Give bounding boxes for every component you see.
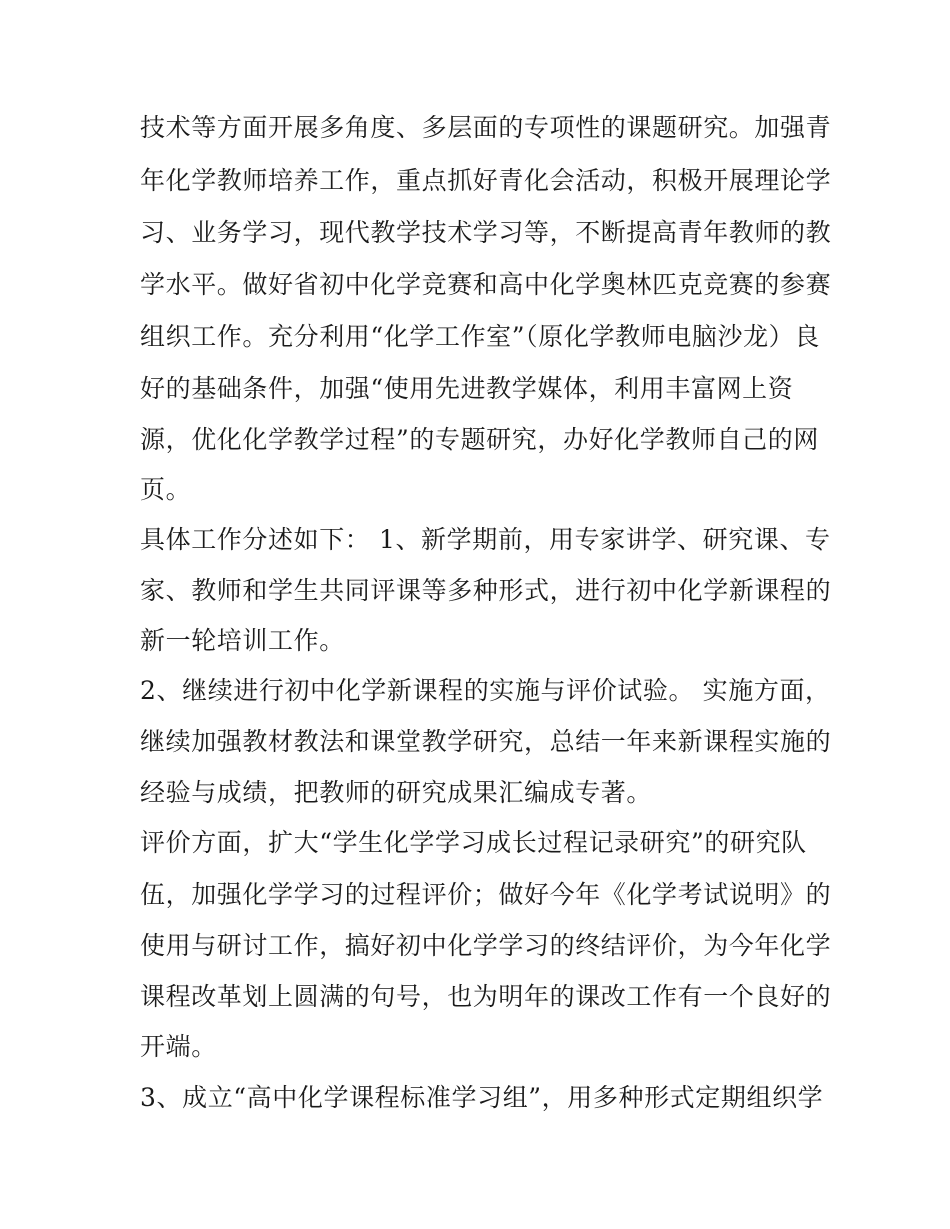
text-line: 经验与成绩，把教师的研究成果汇编成专著。 — [140, 778, 653, 807]
text-line: 2、继续进行初中化学新课程的实施与评价试验。 实施方面， — [140, 676, 831, 705]
text-line: 页。 — [140, 475, 192, 504]
text-line: 继续加强教材教法和课堂教学研究，总结一年来新课程实施的 — [140, 727, 832, 756]
text-line: 年化学教师培养工作，重点抓好青化会活动，积极开展理论学 — [140, 166, 832, 195]
text-line: 源，优化化学教学过程”的专题研究，办好化学教师自己的网 — [140, 425, 819, 454]
text-line: 开端。 — [140, 1032, 217, 1061]
text-line: 伍，加强化学学习的过程评价；做好今年《化学考试说明》的 — [140, 880, 832, 909]
text-line: 学水平。做好省初中化学竞赛和高中化学奥林匹克竞赛的参赛 — [140, 270, 832, 299]
text-line: 好的基础条件，加强“使用先进教学媒体，利用丰富网上资 — [140, 374, 794, 403]
text-line: 新一轮培训工作。 — [140, 626, 345, 655]
text-line: 组织工作。充分利用“化学工作室”（原化学教师电脑沙龙）良 — [140, 322, 820, 351]
text-line: 3、成立“高中化学课程标准学习组”，用多种形式定期组织学 — [140, 1083, 824, 1112]
text-line: 具体工作分述如下： 1、新学期前，用专家讲学、研究课、专 — [140, 525, 831, 554]
text-line: 使用与研讨工作，搞好初中化学学习的终结评价，为今年化学 — [140, 931, 832, 960]
text-line: 技术等方面开展多角度、多层面的专项性的课题研究。加强青 — [140, 113, 832, 142]
text-line: 评价方面，扩大“学生化学学习成长过程记录研究”的研究队 — [140, 828, 807, 857]
text-line: 课程改革划上圆满的句号，也为明年的课改工作有一个良好的 — [140, 982, 832, 1011]
text-line: 家、教师和学生共同评课等多种形式，进行初中化学新课程的 — [140, 576, 832, 605]
text-line: 习、业务学习，现代教学技术学习等，不断提高青年教师的教 — [140, 218, 832, 247]
